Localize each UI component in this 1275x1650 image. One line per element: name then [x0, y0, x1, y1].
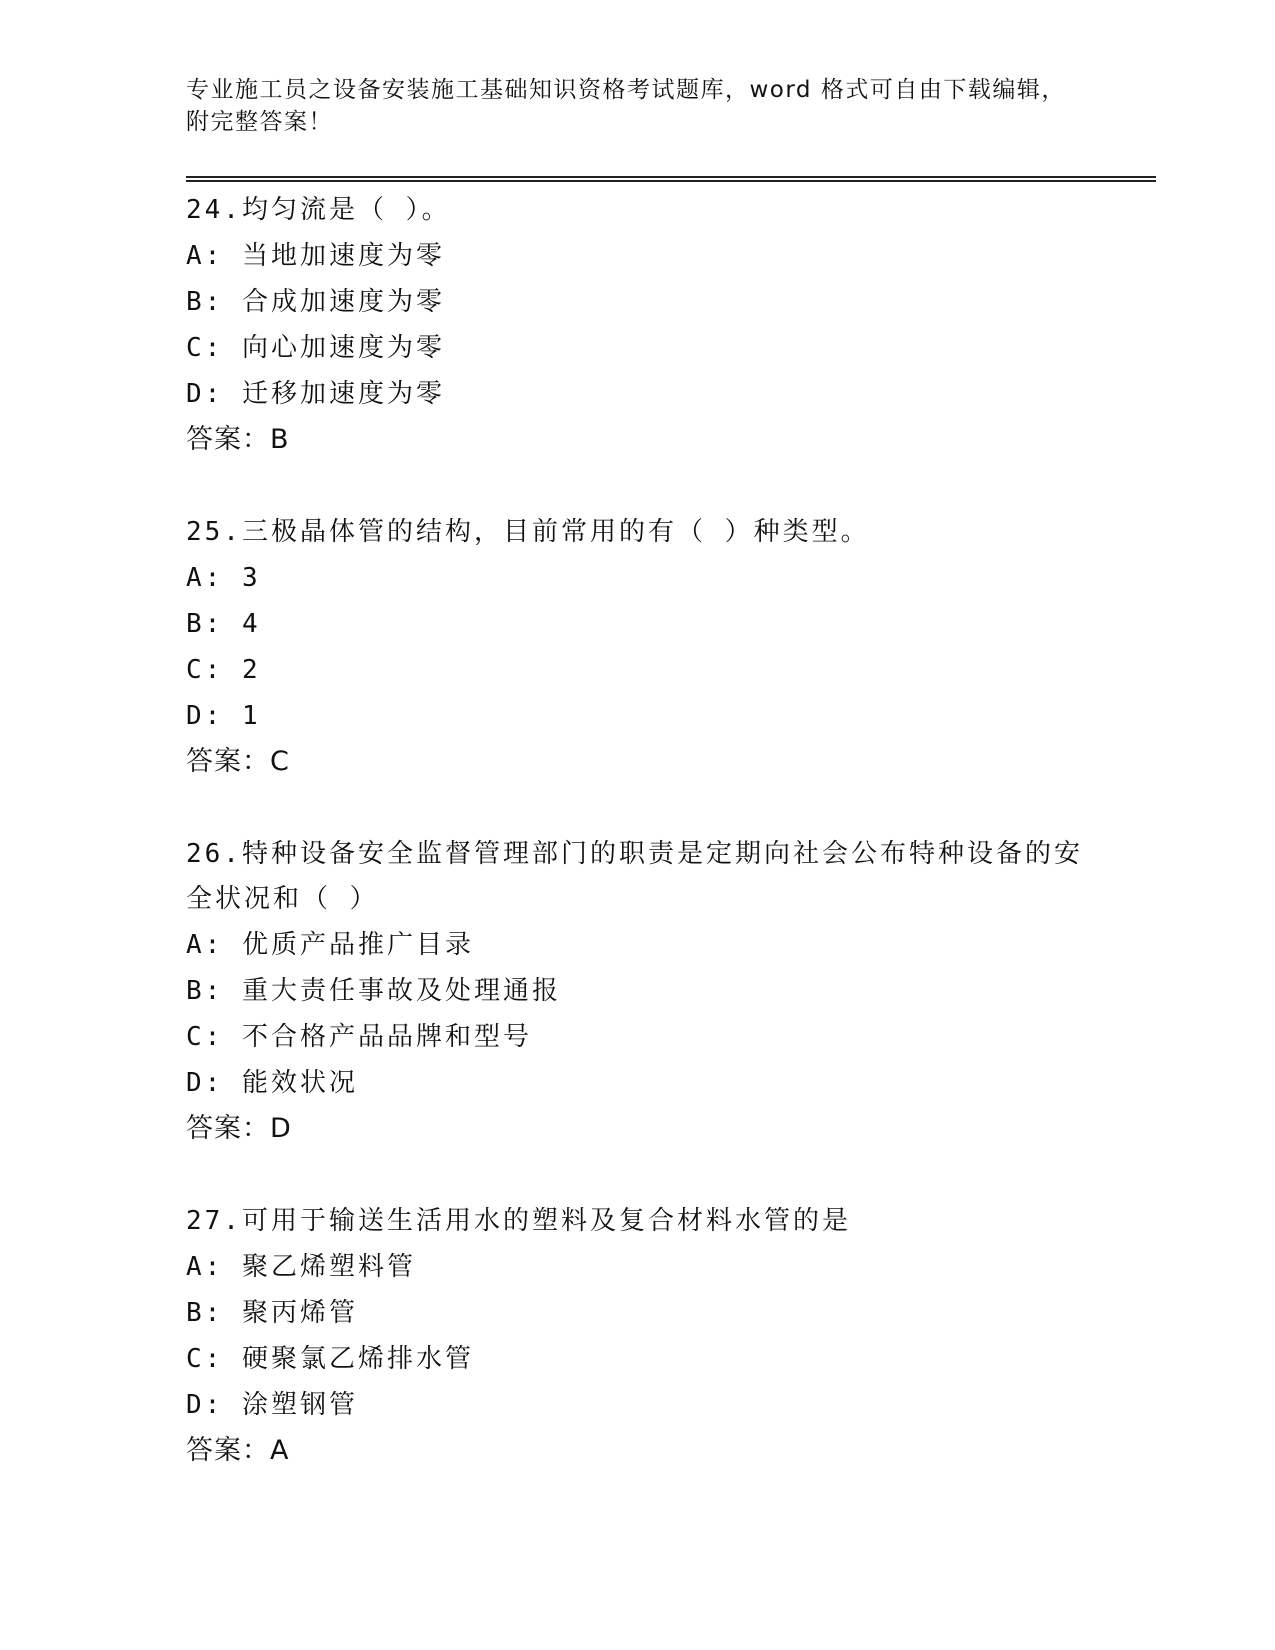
- question-27: [186, 1199, 1156, 1474]
- option-b: B: 合成加速度为零: [186, 287, 445, 317]
- answer-line: 答案：A: [186, 1435, 290, 1466]
- option-b: B: 4: [186, 609, 261, 639]
- header-line-1: 专业施工员之设备安装施工基础知识资格考试题库，word 格式可自由下载编辑，: [186, 77, 1066, 103]
- document-page: [186, 72, 1156, 1521]
- option-d: D: 迁移加速度为零: [186, 379, 445, 409]
- option-c: C: 硬聚氯乙烯排水管: [186, 1344, 474, 1374]
- question-24: [186, 188, 1156, 463]
- option-a: A: 聚乙烯塑料管: [186, 1252, 416, 1282]
- option-d: D: 1: [186, 701, 261, 731]
- option-a: A: 3: [186, 563, 261, 593]
- option-c: C: 向心加速度为零: [186, 333, 445, 363]
- option-c: C: 不合格产品品牌和型号: [186, 1022, 532, 1052]
- question-stem: 25.三极晶体管的结构，目前常用的有（ ）种类型。: [186, 517, 870, 547]
- option-b: B: 聚丙烯管: [186, 1298, 358, 1328]
- question-stem: 27.可用于输送生活用水的塑料及复合材料水管的是: [186, 1206, 851, 1236]
- answer-line: 答案：D: [186, 1113, 292, 1144]
- option-a: A: 优质产品推广目录: [186, 930, 474, 960]
- option-b: B: 重大责任事故及处理通报: [186, 976, 561, 1006]
- option-c: C: 2: [186, 655, 261, 685]
- option-a: A: 当地加速度为零: [186, 241, 445, 271]
- document-header: [186, 72, 1156, 138]
- option-d: D: 涂塑钢管: [186, 1390, 358, 1420]
- question-stem: 26.特种设备安全监督管理部门的职责是定期向社会公布特种设备的安全状况和（ ）: [186, 839, 1083, 914]
- answer-line: 答案：B: [186, 424, 290, 455]
- header-divider: [186, 176, 1156, 182]
- question-list: [186, 188, 1156, 1474]
- answer-line: 答案：C: [186, 746, 290, 777]
- header-line-2: 附完整答案！: [186, 109, 333, 135]
- question-stem: 24.均匀流是（ ）。: [186, 195, 451, 225]
- option-d: D: 能效状况: [186, 1068, 358, 1098]
- question-25: [186, 510, 1156, 785]
- question-26: [186, 832, 1156, 1152]
